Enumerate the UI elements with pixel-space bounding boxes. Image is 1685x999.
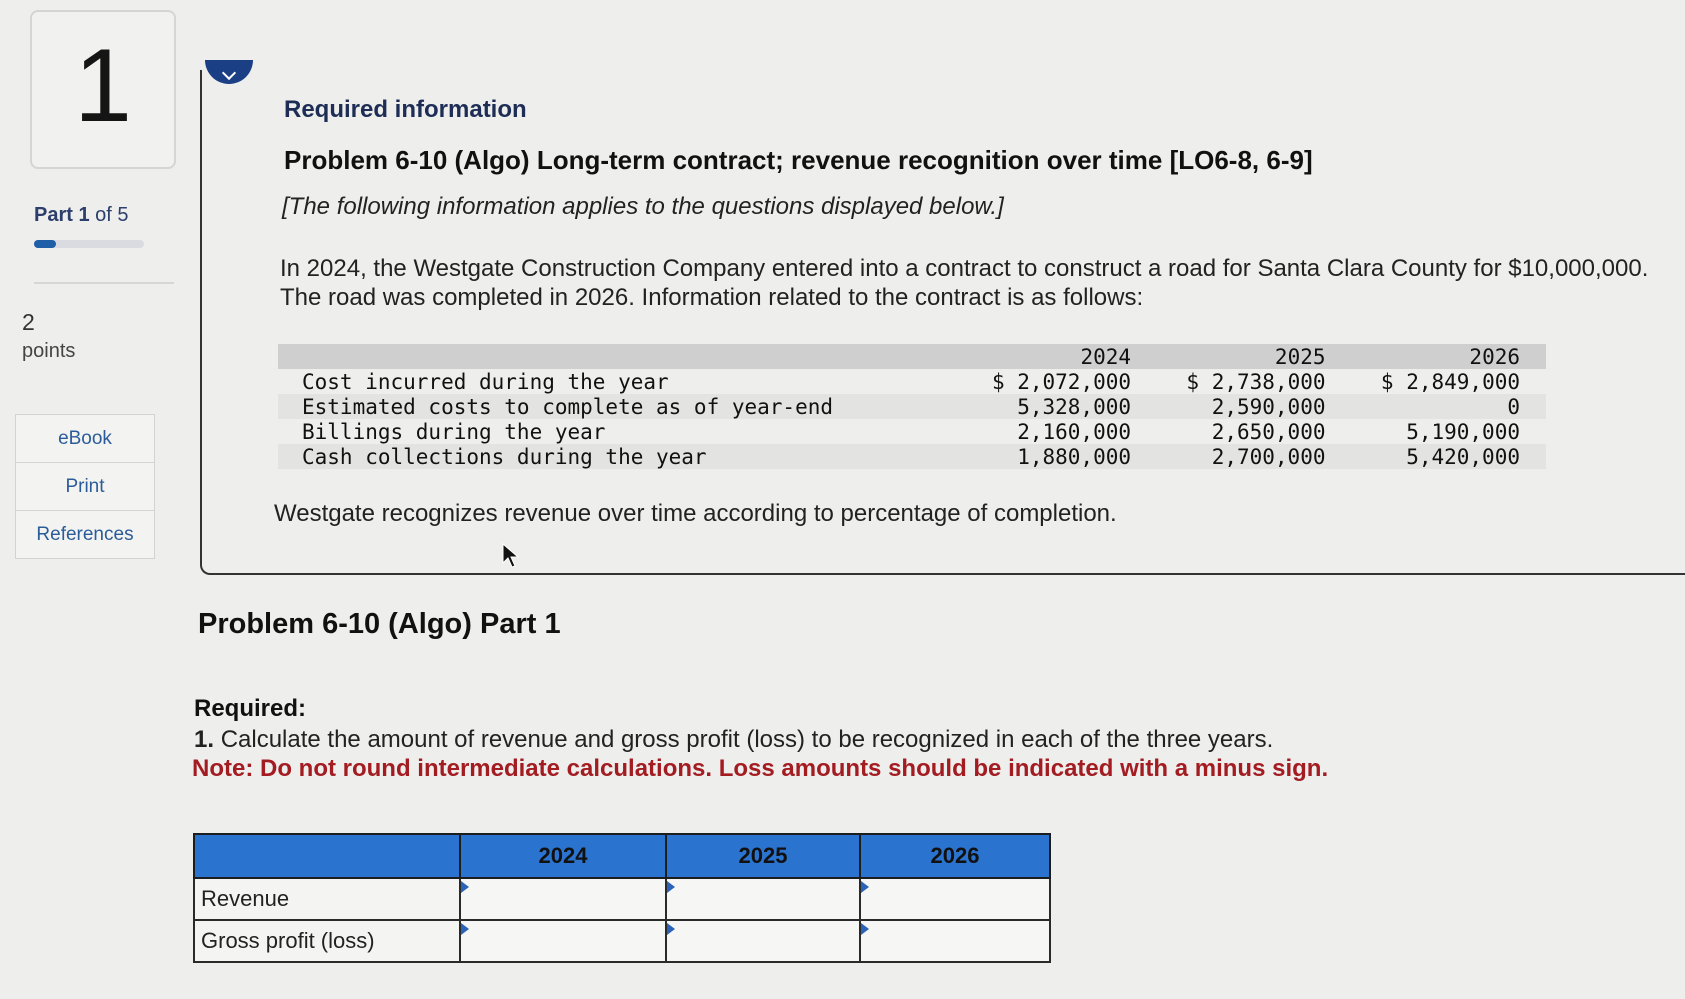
year-header: 2024 [963, 344, 1157, 369]
requirement-number: 1. [194, 726, 215, 753]
cell-value: 2,590,000 [1157, 394, 1351, 419]
answer-year-header: 2026 [860, 834, 1050, 878]
intro-text: In 2024, the Westgate Construction Company entered into a contract to construct a road for Santa Clara County for $10,000,000. The road was completed in 2026. Information related to the contract is as follows: [280, 255, 1649, 311]
print-button[interactable]: Print [15, 462, 155, 511]
points-value: 2 [22, 309, 35, 335]
answer-header-blank [194, 834, 460, 878]
cell-value: 2,160,000 [1017, 419, 1132, 444]
gross-profit-2025-input[interactable] [666, 920, 860, 962]
table-row [278, 369, 1546, 394]
table-row [278, 444, 1546, 469]
answer-year-header: 2024 [460, 834, 666, 878]
revenue-2026-input[interactable] [860, 878, 1050, 920]
part-current: Part 1 [34, 204, 90, 226]
answer-row-revenue [194, 878, 1050, 920]
answer-row-gross-profit [194, 920, 1050, 962]
part-total: of 5 [95, 204, 129, 226]
cell-value: 2,650,000 [1211, 419, 1326, 444]
cell-value: $ 2,849,000 [1380, 369, 1520, 394]
resource-buttons [15, 415, 155, 559]
mouse-cursor-icon [502, 543, 520, 569]
gross-profit-2024-input[interactable] [460, 920, 666, 962]
year-header: 2026 [1352, 344, 1547, 369]
part-progress-bar [34, 240, 144, 248]
table-row [278, 419, 1546, 444]
cell-value: 1,880,000 [963, 444, 1157, 469]
answer-row-label: Revenue [194, 878, 460, 920]
required-label: Required: [194, 695, 307, 722]
problem-title: Problem 6-10 (Algo) Long-term contract; revenue recognition over time [LO6-8, 6-9] [284, 145, 1313, 175]
gross-profit-2026-input[interactable] [860, 920, 1050, 962]
cell-value: 2,700,000 [1157, 444, 1351, 469]
year-header: 2025 [1157, 344, 1351, 369]
row-label: Billings during the year [302, 419, 606, 444]
requirement-text: Calculate the amount of revenue and gross profit (loss) to be recognized in each of the three years. [220, 726, 1274, 753]
table-header-blank [278, 344, 963, 369]
revenue-2025-input[interactable] [666, 878, 860, 920]
contract-data-table [278, 344, 1546, 469]
table-row [278, 394, 1546, 419]
applies-note: [The following information applies to the questions displayed below.] [282, 193, 1004, 220]
cell-value: $ 2,738,000 [1186, 369, 1326, 394]
requirement-item [194, 726, 1273, 754]
cell-value: 5,190,000 [1406, 419, 1520, 444]
row-label: Cost incurred during the year [302, 369, 669, 394]
recognition-text: Westgate recognizes revenue over time according to percentage of completion. [274, 500, 1117, 527]
cell-value: 5,420,000 [1352, 444, 1547, 469]
part-progress-fill [34, 240, 56, 248]
cell-value: 0 [1352, 394, 1547, 419]
answer-year-header: 2025 [666, 834, 860, 878]
references-button[interactable]: References [15, 510, 155, 559]
row-label: Estimated costs to complete as of year-end [278, 394, 963, 419]
part-indicator [34, 204, 129, 227]
question-number-box [30, 10, 176, 169]
cell-value: $ 2,072,000 [991, 369, 1132, 394]
required-info-heading: Required information [284, 96, 527, 123]
answer-row-label: Gross profit (loss) [194, 920, 460, 962]
rail-divider [34, 282, 174, 284]
answer-table [193, 833, 1051, 963]
points-label: points [22, 340, 76, 362]
ebook-button[interactable]: eBook [15, 414, 155, 463]
revenue-2024-input[interactable] [460, 878, 666, 920]
row-label: Cash collections during the year [278, 444, 963, 469]
part-title: Problem 6-10 (Algo) Part 1 [198, 608, 561, 640]
question-number: 1 [74, 28, 132, 144]
cell-value: 5,328,000 [963, 394, 1157, 419]
rounding-note: Note: Do not round intermediate calculations. Loss amounts should be indicated with a minus sign. [192, 755, 1329, 782]
